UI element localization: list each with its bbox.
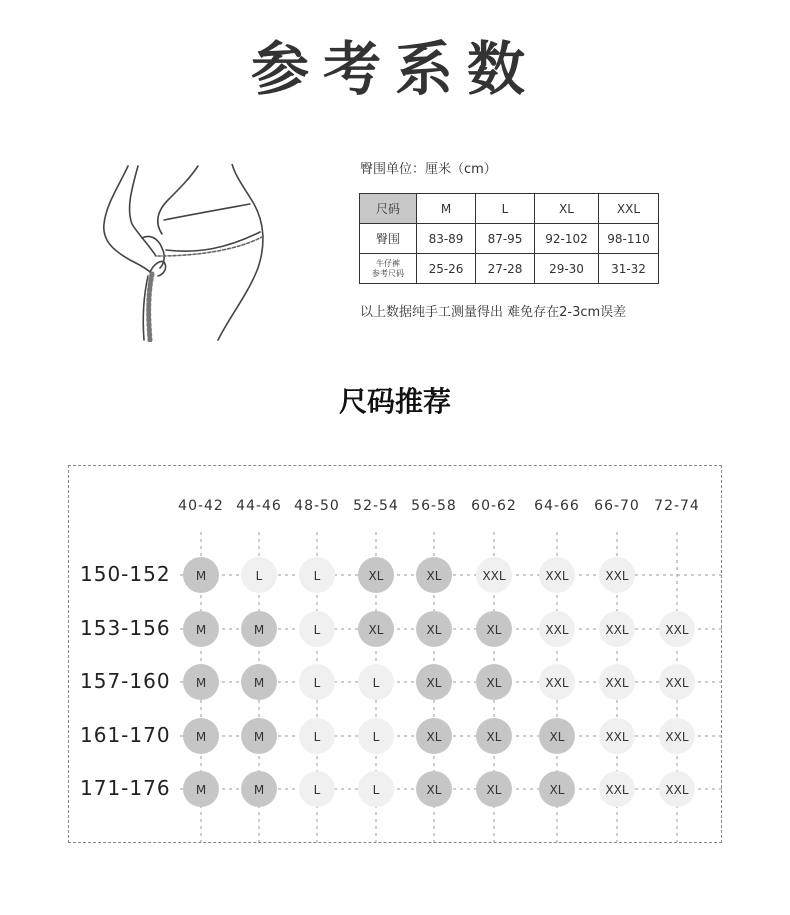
size-label: L — [313, 783, 321, 797]
size-label: L — [313, 730, 321, 744]
page-title: 参考系数 — [250, 35, 539, 103]
size-label: XXL — [665, 730, 689, 744]
size-label: XXL — [545, 623, 569, 637]
size-label: L — [313, 623, 321, 637]
table-cell: 83-89 — [417, 224, 476, 254]
row-label: 153-156 — [80, 616, 171, 640]
table-cell: 29-30 — [535, 254, 599, 284]
size-label: M — [253, 783, 265, 797]
size-label: XXL — [482, 569, 506, 583]
size-label: L — [372, 676, 380, 690]
size-label: XL — [368, 569, 384, 583]
column-label: 60-62 — [471, 498, 517, 514]
size-label: M — [195, 783, 207, 797]
size-label: XXL — [665, 676, 689, 690]
size-label: L — [372, 783, 380, 797]
row-label: 171-176 — [80, 776, 171, 800]
size-label: L — [313, 676, 321, 690]
table-cell: 臀围 — [360, 224, 417, 254]
size-label: M — [195, 676, 207, 690]
size-label: XXL — [605, 623, 629, 637]
table-cell: M — [417, 194, 476, 224]
size-label: XL — [549, 783, 565, 797]
column-label: 72-74 — [654, 498, 700, 514]
size-label: XL — [426, 676, 442, 690]
size-label: XXL — [545, 569, 569, 583]
table-cell: XL — [535, 194, 599, 224]
table-cell: L — [476, 194, 535, 224]
table-cell: 31-32 — [599, 254, 659, 284]
size-label: M — [195, 623, 207, 637]
column-label: 64-66 — [534, 498, 580, 514]
row-label: 157-160 — [80, 669, 171, 693]
size-label: L — [313, 569, 321, 583]
table-cell: 92-102 — [535, 224, 599, 254]
size-label: M — [195, 569, 207, 583]
cell-line: 参考尺码 — [372, 268, 404, 278]
size-label: M — [253, 730, 265, 744]
row-label: 150-152 — [80, 562, 171, 586]
table-cell: 尺码 — [360, 194, 417, 224]
size-label: XL — [426, 569, 442, 583]
size-label: M — [253, 676, 265, 690]
size-label: XXL — [605, 569, 629, 583]
size-label: XXL — [545, 676, 569, 690]
table-cell: 87-95 — [476, 224, 535, 254]
size-label: XL — [368, 623, 384, 637]
column-label: 52-54 — [353, 498, 399, 514]
column-label: 44-46 — [236, 498, 282, 514]
size-label: XL — [486, 730, 502, 744]
size-label: XL — [426, 623, 442, 637]
size-label: XL — [549, 730, 565, 744]
size-label: XXL — [665, 783, 689, 797]
size-label: XXL — [605, 783, 629, 797]
size-label: XXL — [665, 623, 689, 637]
size-label: XL — [486, 783, 502, 797]
size-label: XL — [486, 676, 502, 690]
section-title: 尺码推荐 — [338, 385, 451, 418]
size-label: L — [372, 730, 380, 744]
unit-label: 臀围单位：厘米（cm） — [360, 162, 497, 177]
table-cell: 27-28 — [476, 254, 535, 284]
measurement-note: 以上数据纯手工测量得出 难免存在2-3cm误差 — [360, 305, 627, 320]
table-cell: 25-26 — [417, 254, 476, 284]
size-label: XL — [426, 730, 442, 744]
column-label: 56-58 — [411, 498, 457, 514]
size-label: XXL — [605, 730, 629, 744]
size-label: M — [195, 730, 207, 744]
size-label: XL — [486, 623, 502, 637]
column-label: 40-42 — [178, 498, 224, 514]
column-label: 48-50 — [294, 498, 340, 514]
table-cell: XXL — [599, 194, 659, 224]
size-label: M — [253, 623, 265, 637]
size-label: L — [255, 569, 263, 583]
column-label: 66-70 — [594, 498, 640, 514]
size-label: XXL — [605, 676, 629, 690]
row-label: 161-170 — [80, 723, 171, 747]
table-cell: 98-110 — [599, 224, 659, 254]
size-label: XL — [426, 783, 442, 797]
cell-line: 牛仔裤 — [376, 258, 400, 268]
